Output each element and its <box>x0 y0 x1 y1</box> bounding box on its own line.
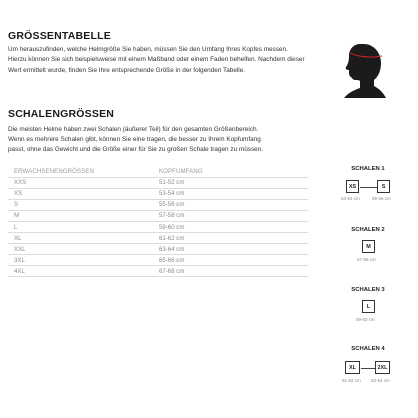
schalen-4-label: SCHALEN 4 <box>351 346 385 352</box>
table-row <box>8 199 308 210</box>
sizechart-intro: Um herauszufinden, welche Helmgröße Sie haben, müssen Sie den Umfang Ihres Kopfes messen. Hierzu können Sie sich beispielsweise mit einem Maßband oder einem Faden behelfen. Nachdem dieser Wert ermittelt wurde, finden Sie Ihre entsprechende Größe in der folgenden Tabelle. <box>8 46 305 74</box>
connector-line <box>361 368 375 369</box>
shell-size-m: M <box>362 240 375 253</box>
sizechart-title: GRÖSSENTABELLE <box>8 30 111 42</box>
table-header-row <box>8 166 308 177</box>
schalen-1-label: SCHALEN 1 <box>351 166 385 172</box>
table-row <box>8 233 308 244</box>
size-cell: XXL <box>8 244 153 255</box>
size-cell: 4XL <box>8 266 153 277</box>
table-row <box>8 244 308 255</box>
shell-range: 59-60 cm <box>356 317 375 322</box>
shell-size-xl: XL <box>345 361 360 374</box>
table-row <box>8 177 308 188</box>
size-cell: M <box>8 210 153 221</box>
circ-cell: 57-58 cm <box>153 210 308 221</box>
circ-cell: 59-60 cm <box>153 221 308 232</box>
col-size-header: ERWACHSENENGRÖSSEN <box>8 166 153 177</box>
size-cell: XL <box>8 233 153 244</box>
circ-cell: 65-66 cm <box>153 255 308 266</box>
size-cell: L <box>8 221 153 232</box>
circ-cell: 51-52 cm <box>153 177 308 188</box>
shell-range: 63-64 cm <box>371 378 390 383</box>
schalen-2-label: SCHALEN 2 <box>351 227 385 233</box>
shells-title: SCHALENGRÖSSEN <box>8 108 115 120</box>
shell-range: 57-58 cm <box>357 257 376 262</box>
size-cell: S <box>8 199 153 210</box>
shell-range: 53-54 cm <box>341 196 360 201</box>
table-row <box>8 188 308 199</box>
shells-intro: Die meisten Helme haben zwei Schalen (äußerer Teil) für den gesamten Größenbereich. Wenn es mehrere Schalen gibt, können Sie eine tragen, die besser zu Ihrem Kopfumfang passt, ohne das Gewicht und die Größe einer für Sie zu großen Schale tragen zu müssen. <box>8 126 264 153</box>
head-silhouette-icon <box>340 36 390 98</box>
table-row <box>8 210 308 221</box>
circ-cell: 67-68 cm <box>153 266 308 277</box>
circ-cell: 53-54 cm <box>153 188 308 199</box>
shell-range: 55-56 cm <box>372 196 391 201</box>
table-row <box>8 266 308 277</box>
table-row <box>8 221 308 232</box>
connector-line <box>360 187 377 188</box>
circ-cell: 63-64 cm <box>153 244 308 255</box>
shell-size-2xl: 2XL <box>375 361 390 374</box>
circ-cell: 61-62 cm <box>153 233 308 244</box>
table-row <box>8 255 308 266</box>
shell-size-l: L <box>362 300 375 313</box>
size-table <box>8 166 308 277</box>
size-cell: 3XL <box>8 255 153 266</box>
schalen-3-label: SCHALEN 3 <box>351 287 385 293</box>
size-cell: XXS <box>8 177 153 188</box>
circ-cell: 55-56 cm <box>153 199 308 210</box>
shell-size-xs: XS <box>346 180 359 193</box>
size-cell: XS <box>8 188 153 199</box>
col-circ-header: KOPFUMFANG <box>153 166 308 177</box>
shell-range: 61-62 cm <box>342 378 361 383</box>
shell-size-s: S <box>377 180 390 193</box>
